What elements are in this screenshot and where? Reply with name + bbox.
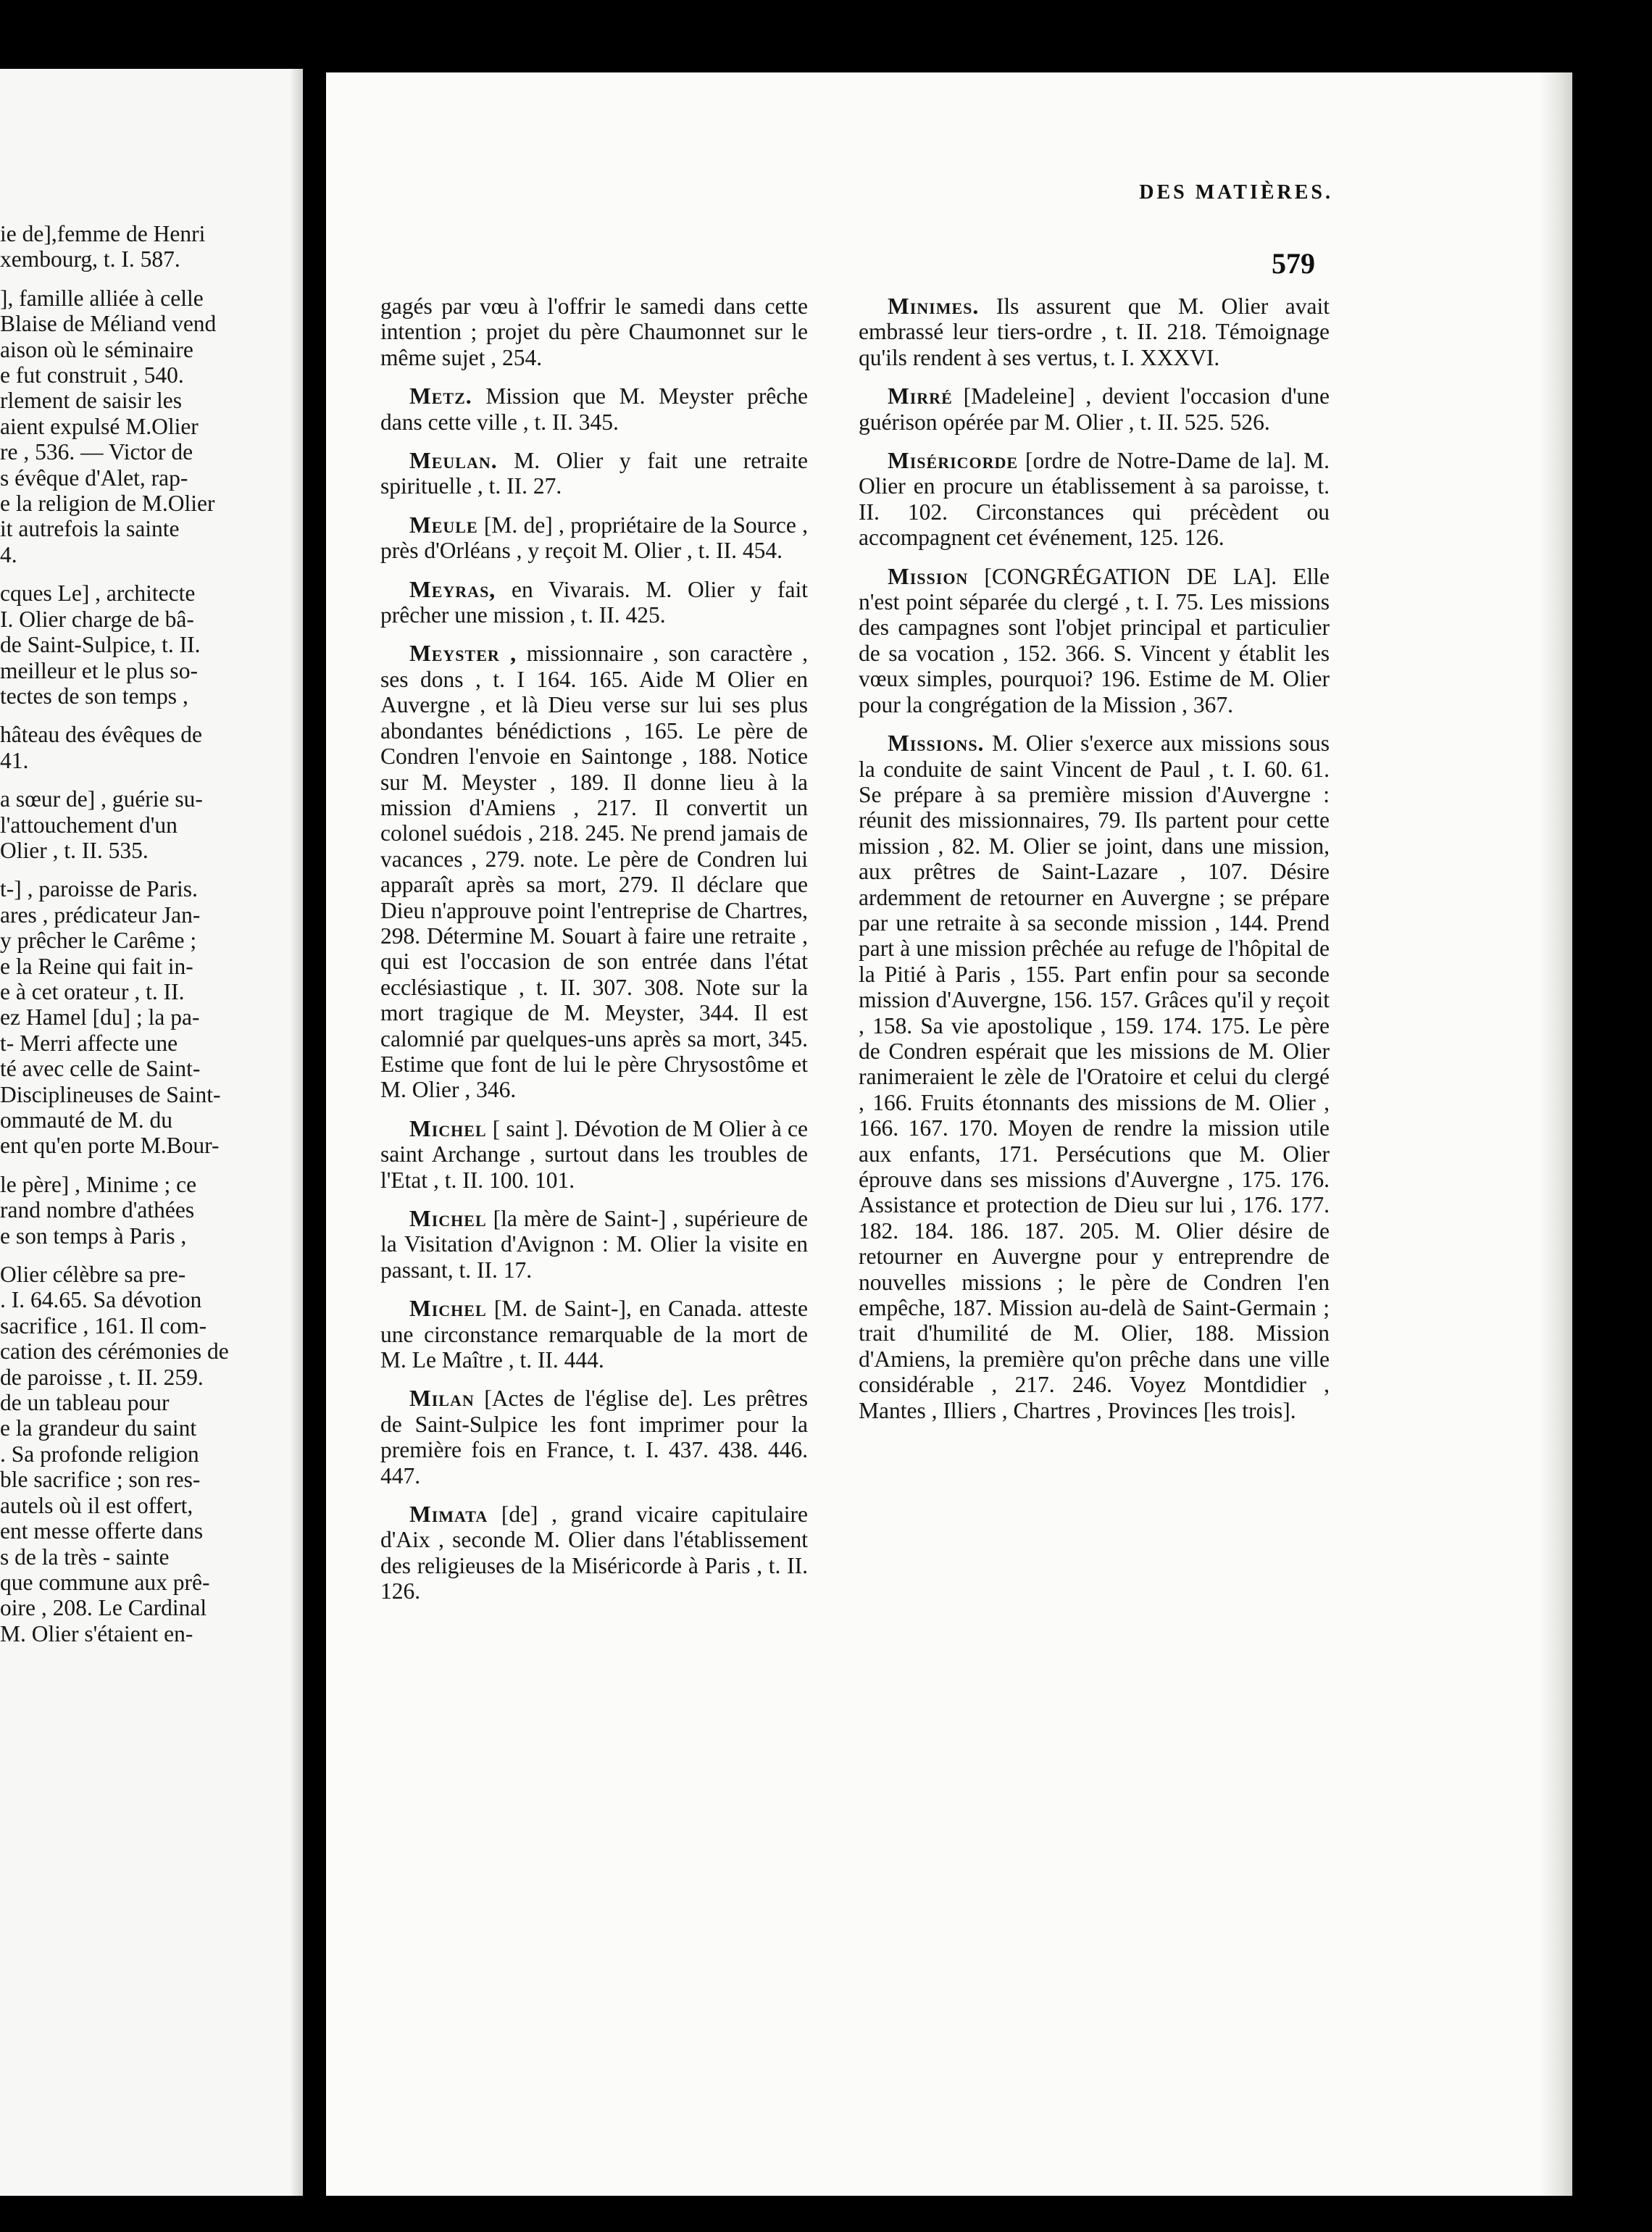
entry-gap — [0, 773, 290, 786]
index-headword: Missions. — [888, 730, 985, 757]
page-number: 579 — [1272, 247, 1315, 280]
left-page-line: Olier célèbre sa pre- — [0, 1262, 186, 1288]
index-entry — [380, 1502, 808, 1604]
left-page-line: t- Merri affecte une — [0, 1030, 178, 1056]
index-entry — [859, 448, 1330, 551]
left-page-line: cation des cérémonies de — [0, 1338, 229, 1365]
index-entry-text: M. Olier s'exerce aux missions sous la conduite de saint Vincent de Paul , t. I. 60. 61. Se prépare à sa première mission d'Auvergne : réunit des missionnaires, 79. Ils partent pour cette mission , 82. M. Olier se joint, dans une mission, aux prêtres de Saint-Lazare , 107. Désire ardemment de retourner en Auvergne ; se prépare par une retraite à sa seconde mission , 144. Prend part à une mission prêchée au refuge de l'hôpital de la Pitié à Paris , 155. Part enfin pour sa seconde mission d'Auvergne, 156. 157. Grâces qu'il y reçoit , 158. Sa vie apostolique , 159. 174. 175. Le père de Condren espérait que les missions de M. Olier ranimeraient le zèle de l'Oratoire et celui du clergé , 166. Fruits étonnants des missions de M. Olier , 166. 167. 170. Moyen de rendre la mission utile aux enfants, 171. Persécutions que M. Olier éprouve dans ses missions d'Auvergne , 175. 176. Assistance et protection de Dieu sur lui , 176. 177. 182. 184. 186. 187. 205. M. Olier désire de retourner en Auvergne pour y entreprendre de nouvelles missions ; le père de Condren l'en empêche, 187. Mission au-delà de Saint-Germain ; trait d'humilité de M. Olier, 188. Mission d'Amiens, la première qu'on prêche dans une ville considérable , 217. 246. Voyez Montdidier , Mantes , Illiers , Chartres , Provinces [les trois]. — [859, 730, 1330, 1423]
left-page-line: ble sacrifice ; son res- — [0, 1467, 201, 1493]
index-entry — [380, 512, 808, 564]
index-headword: Miséricorde — [888, 448, 1019, 474]
index-entry — [859, 564, 1330, 717]
index-entry-text: Mission que M. Meyster prêche dans cette ville , t. II. 345. — [380, 383, 808, 435]
index-entry — [380, 1206, 808, 1283]
left-page-line: sacrifice , 161. Il com- — [0, 1312, 207, 1338]
index-entry-text: [M. de Saint-], en Canada. atteste une circonstance remarquable de la mort de M. Le Maître , t. II. 444. — [380, 1296, 808, 1373]
index-entry — [859, 730, 1330, 1423]
index-headword: Metz. — [409, 383, 472, 409]
page-curl-shadow — [290, 69, 303, 2214]
left-page-line: rand nombre d'athées — [0, 1197, 195, 1223]
index-entry — [380, 383, 808, 435]
index-entry-text: Ils assurent que M. Olier avait embrassé leur tiers-ordre , t. II. 218. Témoignage qu'ils rendent à ses vertus, t. I. XXXVI. — [859, 293, 1330, 370]
left-page-line: s de la très - sainte — [0, 1544, 170, 1570]
scan-border-top — [0, 0, 1652, 69]
left-page-line: té avec celle de Saint- — [0, 1056, 201, 1082]
left-page-line: I. Olier charge de bâ- — [0, 606, 194, 632]
running-head: DES MATIÈRES. — [1139, 181, 1333, 204]
index-entry-text: [CONGRÉGATION DE LA]. Elle n'est point séparée du clergé , t. I. 75. Les missions des campagnes sont l'objet principal et particulier de sa vocation , 152. 366. S. Vincent y établit les vœux simples, pourquoi? 196. Estime de M. Olier pour la congrégation de la Mission , 367. — [859, 563, 1330, 717]
index-headword: Minimes. — [888, 293, 980, 319]
left-page-line: s évêque d'Alet, rap- — [0, 465, 188, 491]
index-entry — [380, 641, 808, 1102]
left-page-line: y prêcher le Carême ; — [0, 928, 197, 954]
left-page-line: le père] , Minime ; ce — [0, 1171, 197, 1197]
left-page-line: . I. 64.65. Sa dévotion — [0, 1287, 202, 1313]
index-entry — [380, 1116, 808, 1193]
left-page-line: e la grandeur du saint — [0, 1415, 197, 1441]
left-page-line: de paroisse , t. II. 259. — [0, 1364, 204, 1390]
left-page-line: 41. — [0, 747, 29, 773]
left-page-line: ez Hamel [du] ; la pa- — [0, 1004, 200, 1030]
index-entry-text: missionnaire , son caractère , ses dons , t. I 164. 165. Aide M Olier en Auvergne , et là Dieu verse sur lui ses plus abondantes bénédictions , 165. Le père de Condren l'envoie en Saintonge , 188. Notice sur M. Meyster , 189. Il donne lieu à la mission d'Amiens , 217. Il convertit un colonel suédois , 218. 245. Ne prend jamais de vacances , 279. note. Le père de Condren lui apparaît après sa mort, 279. Il déclare que Dieu n'approuve point l'entreprise de Chartres, 298. Détermine M. Souart à faire une retraite , qui est l'occasion de son entrée dans l'état ecclésiastique , t. II. 307. 308. Note sur la mort tragique de M. Meyster, 344. Il est calomnié par quelques-uns après sa mort, 345. Estime que font de lui le père Chrysostôme et M. Olier , 346. — [380, 641, 809, 1103]
page-edge-shading — [1540, 72, 1572, 2196]
left-page-line: ent qu'en porte M.Bour- — [0, 1133, 220, 1159]
left-page-line: meilleur et le plus so- — [0, 657, 198, 683]
left-page-line: ie de],femme de Henri — [0, 221, 206, 246]
index-entry — [859, 293, 1330, 370]
index-entry — [380, 293, 808, 370]
index-entry-text: [ saint ]. Dévotion de M Olier à ce saint Archange , surtout dans les troubles de l'Etat , t. II. 100. 101. — [380, 1115, 808, 1193]
index-headword: Michel — [409, 1115, 487, 1141]
index-column-2 — [859, 293, 1330, 1436]
index-headword: Mirré — [888, 383, 953, 409]
entry-gap — [0, 272, 290, 286]
left-page-line: e à cet orateur , t. II. — [0, 978, 185, 1004]
index-entry — [380, 448, 808, 499]
index-entry-text: gagés par vœu à l'offrir le samedi dans cette intention ; projet du père Chaumonnet sur le même sujet , 254. — [380, 293, 808, 370]
left-page-line: re , 536. — Victor de — [0, 439, 193, 465]
index-entry-text: [Madeleine] , devient l'occasion d'une guérison opérée par M. Olier , t. II. 525. 526. — [859, 383, 1330, 435]
left-page-line: M. Olier s'étaient en- — [0, 1620, 193, 1646]
left-page-line: l'attouchement d'un — [0, 812, 178, 838]
left-page-column — [0, 221, 290, 1646]
left-page-line: aison où le séminaire — [0, 336, 193, 362]
index-headword: Meyras, — [409, 576, 496, 602]
left-page-line: de Saint-Sulpice, t. II. — [0, 632, 201, 658]
index-entry — [380, 1386, 808, 1488]
index-entry-text: [ordre de Notre-Dame de la]. M. Olier en procure un établissement à sa paroisse, t. II. 102. Circonstances qui précèdent ou accompagnent cet événement, 125. 126. — [859, 448, 1330, 551]
index-headword: Meulan. — [409, 448, 498, 474]
left-page-line: 4. — [0, 541, 17, 567]
index-entry-text: [M. de] , propriétaire de la Source , près d'Orléans , y reçoit M. Olier , t. II. 454. — [380, 512, 809, 564]
left-page-line: rlement de saisir les — [0, 388, 183, 414]
index-entry-text: [de] , grand vicaire capitulaire d'Aix , seconde M. Olier dans l'établissement des religieuses de la Miséricorde à Paris , t. II. 126. — [380, 1502, 809, 1604]
left-page-line: cques Le] , architecte — [0, 580, 196, 607]
index-headword: Michel — [409, 1296, 487, 1322]
index-headword: Mission — [888, 563, 969, 589]
left-page-line: ares , prédicateur Jan- — [0, 901, 201, 928]
left-page-line: hâteau des évêques de — [0, 722, 202, 748]
left-page-line: Blaise de Méliand vend — [0, 311, 217, 337]
left-page-line: e son temps à Paris , — [0, 1223, 187, 1249]
left-page-line: oire , 208. Le Cardinal — [0, 1595, 207, 1621]
left-page-line: de un tableau pour — [0, 1390, 170, 1416]
index-headword: Michel — [409, 1206, 487, 1231]
left-page-line: ent messe offerte dans — [0, 1518, 204, 1544]
index-entry-text: M. Olier y fait une retraite spirituelle , t. II. 27. — [380, 448, 808, 499]
index-headword: Meule — [409, 512, 478, 538]
index-entry — [380, 1296, 808, 1373]
entry-gap — [0, 863, 290, 876]
left-page-line: e la Reine qui fait in- — [0, 953, 193, 979]
left-page-line: e fut construit , 540. — [0, 362, 184, 388]
index-entry-text: en Vivarais. M. Olier y fait prêcher une mission , t. II. 425. — [380, 576, 808, 628]
scan-border-bottom — [0, 2196, 1652, 2232]
entry-gap — [0, 1159, 290, 1172]
index-headword: Meyster , — [409, 641, 517, 667]
left-page-line: que commune aux prê- — [0, 1569, 210, 1595]
left-page-line: tectes de son temps , — [0, 683, 188, 709]
left-page-line: . Sa profonde religion — [0, 1441, 199, 1467]
index-column-1 — [380, 293, 808, 1617]
left-page-line: aient expulsé M.Olier — [0, 413, 199, 439]
entry-gap — [0, 709, 290, 722]
left-page-line: ], famille alliée à celle — [0, 285, 204, 311]
index-entry — [859, 383, 1330, 435]
index-headword: Milan — [409, 1386, 475, 1412]
left-page-line: ommauté de M. du — [0, 1107, 172, 1133]
index-entry-text: [la mère de Saint-] , supérieure de la Visitation d'Avignon : M. Olier la visite en passant, t. II. 17. — [380, 1206, 809, 1283]
book-gutter — [303, 69, 326, 2214]
entry-gap — [0, 1249, 290, 1262]
entry-gap — [0, 567, 290, 580]
index-entry-text: [Actes de l'église de]. Les prêtres de Saint-Sulpice les font imprimer pour la première fois en France, t. I. 437. 438. 446. 447. — [380, 1386, 809, 1488]
left-page-line: Olier , t. II. 535. — [0, 837, 149, 863]
left-page-line: a sœur de] , guérie su- — [0, 786, 203, 812]
left-page-line: autels où il est offert, — [0, 1492, 193, 1518]
index-headword: Mimata — [409, 1502, 488, 1528]
index-entry — [380, 577, 808, 628]
left-page-line: e la religion de M.Olier — [0, 491, 215, 517]
left-page-line: xembourg, t. I. 587. — [0, 246, 180, 272]
left-page-line: Disciplineuses de Saint- — [0, 1081, 221, 1107]
scan-border-right — [1572, 69, 1652, 2232]
left-page-line: t-] , paroisse de Paris. — [0, 876, 198, 902]
left-page-line: it autrefois la sainte — [0, 516, 180, 542]
